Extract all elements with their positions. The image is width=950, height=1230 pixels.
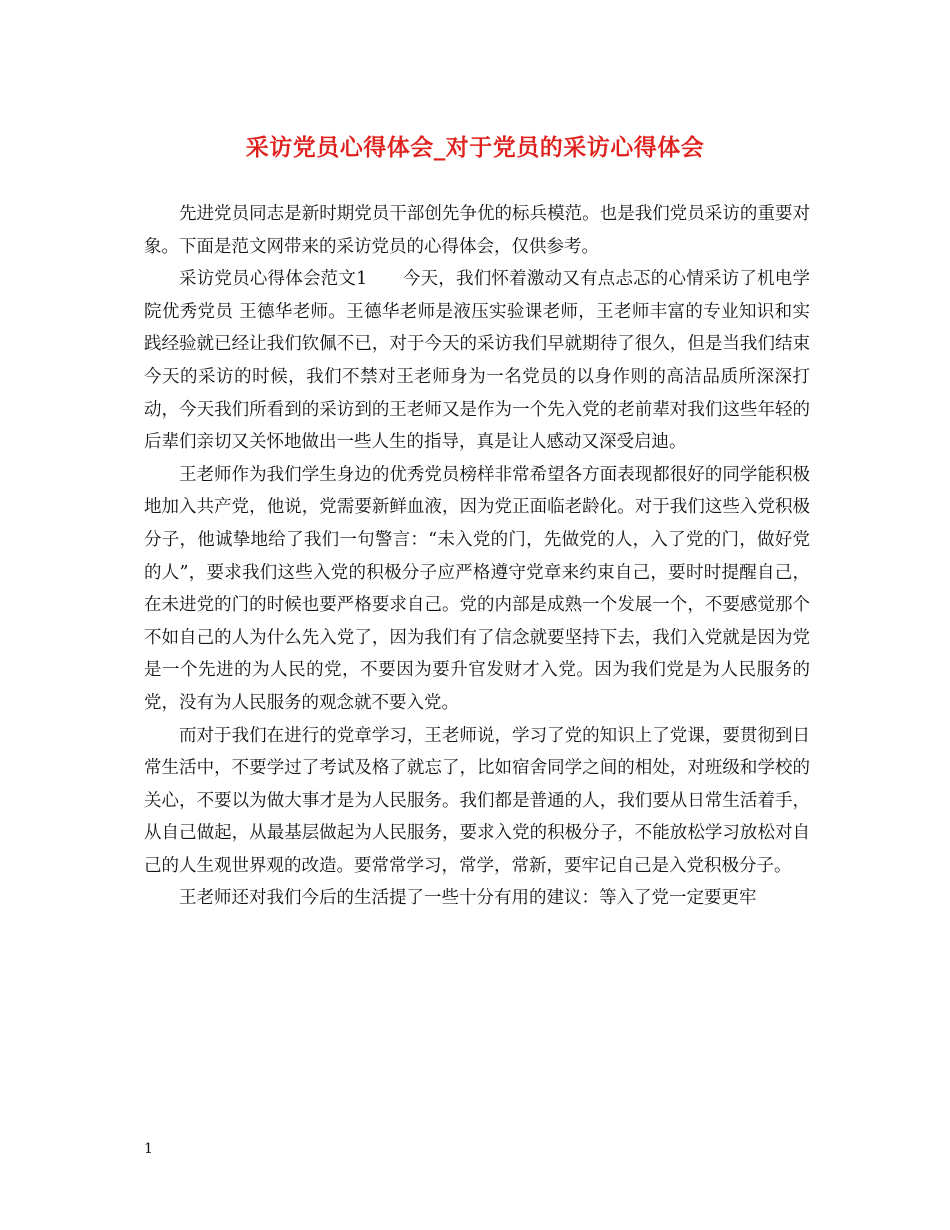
paragraph: 王老师作为我们学生身边的优秀党员榜样非常希望各方面表现都很好的同学能积极地加入共产党，他说，党需要新鲜血液，因为党正面临老龄化。对于我们这些入党积极分子，他诚挚地给了我们一句警言：“未入党的门，先做党的人，入了党的门，做好党的人”，要求我们这些入党的积极分子应严格遵守党章来约束自己，要时时提醒自己，在未进党的门的时候也要严格要求自己。党的内部是成熟一个发展一个，不要感觉那个不如自己的人为什么先入党了，因为我们有了信念就要坚持下去，我们入党就是因为党是一个先进的为人民的党，不要因为要升官发财才入党。因为我们党是为人民服务的党，没有为人民服务的观念就不要入党。 xyxy=(144,464,810,713)
document-body xyxy=(144,198,810,915)
document-title: 采访党员心得体会_对于党员的采访心得体会 xyxy=(245,135,705,161)
paragraph: 先进党员同志是新时期党员干部创先争优的标兵模范。也是我们党员采访的重要对象。下面是范文网带来的采访党员的心得体会，仅供参考。 xyxy=(144,204,810,257)
page-number: 1 xyxy=(144,1141,153,1157)
paragraph: 而对于我们在进行的党章学习，王老师说，学习了党的知识上了党课，要贯彻到日常生活中，不要学过了考试及格了就忘了，比如宿舍同学之间的相处，对班级和学校的关心，不要以为做大事才是为人民服务。我们都是普通的人，我们要从日常生活着手，从自己做起，从最基层做起为人民服务，要求入党的积极分子，不能放松学习放松对自己的人生观世界观的改造。要常常学习，常学，常新，要牢记自己是入党积极分子。 xyxy=(144,725,810,876)
paragraph: 王老师还对我们今后的生活提了一些十分有用的建议：等入了党一定要更牢 xyxy=(179,888,757,909)
paragraph: 采访党员心得体会范文1 今天，我们怀着激动又有点忐忑的心情采访了机电学院优秀党员 王德华老师。王德华老师是液压实验课老师，王老师丰富的专业知识和实践经验就已经让我们钦佩不已，对于今天的采访我们早就期待了很久，但是当我们结束今天的采访的时候，我们不禁对王老师身为一名党员的以身作则的高洁品质所深深打动，今天我们所看到的采访到的王老师又是作为一个先入党的老前辈对我们这些年轻的后辈们亲切又关怀地做出一些人生的指导，真是让人感动又深受启迪。 xyxy=(144,269,810,453)
